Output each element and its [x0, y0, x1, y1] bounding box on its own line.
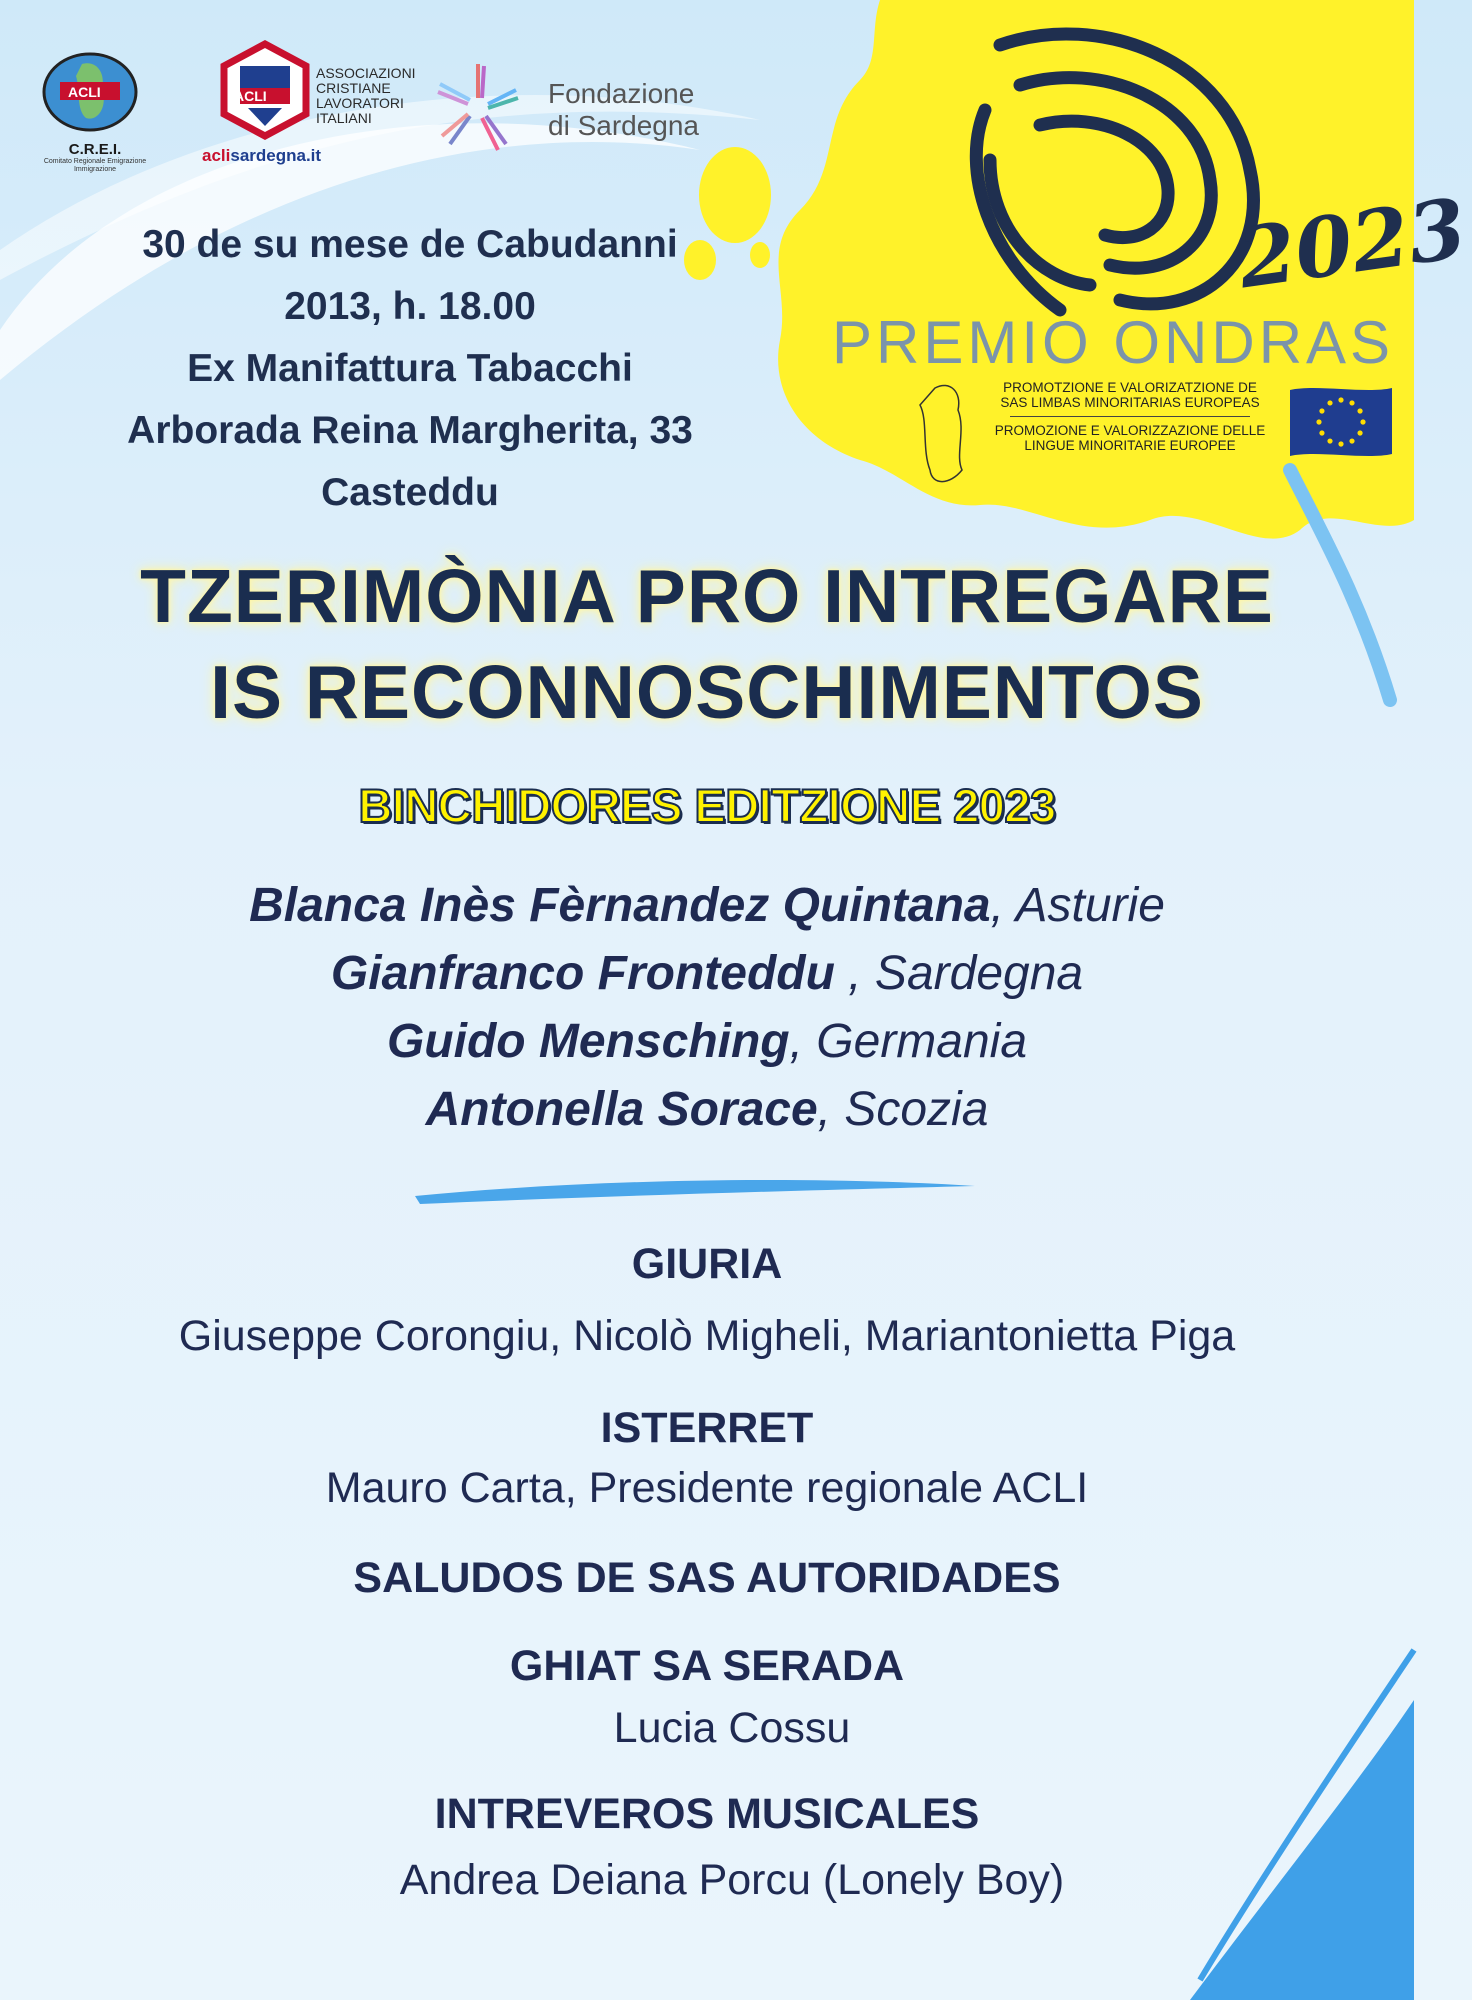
winner-country: Scozia	[844, 1083, 989, 1136]
premio-year: 2023	[1232, 180, 1472, 308]
giuria-title: GIURIA	[631, 1240, 783, 1288]
event-details	[40, 214, 780, 524]
acli-line: ASSOCIAZIONI	[316, 65, 416, 81]
eu-star-icon	[1327, 438, 1332, 443]
winner-name: Gianfranco Fronteddu	[330, 947, 835, 1000]
acli-line: CRISTIANE	[316, 80, 391, 96]
winner-separator: ,	[834, 947, 875, 1000]
fondazione-name	[548, 78, 699, 142]
eu-star-icon	[1338, 441, 1343, 446]
acli-association-name	[316, 66, 416, 126]
winner-name: Guido Mensching	[386, 1015, 790, 1068]
winner-item	[40, 872, 1374, 940]
acli-badge-text: ACLI	[234, 88, 267, 104]
saludos-title: SALUDOS DE SAS AUTORIDADES	[353, 1554, 1061, 1602]
fondazione-line: Fondazione	[548, 78, 695, 109]
eu-star-icon	[1319, 430, 1324, 435]
acli-line: ITALIANI	[316, 110, 372, 126]
eu-flag-icon	[1286, 384, 1396, 460]
isterret-title: ISTERRET	[600, 1404, 814, 1452]
fondazione-sardegna-logo	[428, 58, 738, 162]
event-venue: Ex Manifattura Tabacchi	[187, 347, 633, 390]
winner-item	[40, 1008, 1374, 1076]
winners-list	[40, 872, 1374, 1144]
ghiat-text: Lucia Cossu	[613, 1704, 851, 1752]
acli-logo	[196, 42, 436, 170]
acli-website-domain: sardegna.it	[230, 146, 322, 165]
eu-star-icon	[1357, 408, 1362, 413]
acli-line: LAVORATORI	[316, 95, 404, 111]
winner-separator: ,	[990, 879, 1016, 932]
eu-star-icon	[1338, 397, 1343, 402]
crei-logo	[40, 48, 150, 173]
event-time: 2013, h. 18.00	[284, 285, 536, 328]
premio-subtitles	[990, 380, 1270, 453]
eu-star-icon	[1327, 400, 1332, 405]
premio-subtitle-divider	[1010, 416, 1250, 417]
ceremony-title-line: IS RECONNOSCHIMENTOS	[210, 650, 1204, 734]
winner-separator: ,	[789, 1015, 817, 1068]
ceremony-title	[40, 548, 1374, 740]
ghiat-title: GHIAT SA SERADA	[509, 1642, 905, 1690]
eu-star-icon	[1316, 419, 1321, 424]
crei-name: C.R.E.I.	[68, 141, 122, 158]
winner-country: Germania	[816, 1015, 1028, 1068]
winner-name: Antonella Sorace	[425, 1083, 818, 1136]
intreveros-text: Andrea Deiana Porcu (Lonely Boy)	[399, 1856, 1065, 1904]
winners-heading: BINCHIDORES EDITZIONE 2023	[358, 779, 1056, 832]
winner-item	[40, 1076, 1374, 1144]
fondazione-line: di Sardegna	[548, 110, 700, 141]
crei-acronym: ACLI	[68, 84, 101, 100]
premio-subtitle-italian: PROMOZIONE E VALORIZZAZIONE DELLE LINGUE MINORITARIE EUROPEE	[994, 423, 1266, 453]
acli-website-part: acli	[202, 146, 231, 165]
winner-name: Blanca Inès Fèrnandez Quintana	[249, 879, 991, 932]
event-city: Casteddu	[321, 471, 499, 514]
winner-separator: ,	[817, 1083, 845, 1136]
event-date: 30 de su mese de Cabudanni	[142, 223, 678, 266]
acli-website	[202, 146, 321, 166]
premio-name: PREMIO ONDRAS	[832, 309, 1395, 376]
isterret-text: Mauro Carta, Presidente regionale ACLI	[325, 1464, 1089, 1512]
ceremony-title-line: TZERIMÒNIA PRO INTREGARE	[140, 554, 1274, 638]
winner-item	[40, 940, 1374, 1008]
eu-star-icon	[1349, 400, 1354, 405]
star-burst-icon	[428, 58, 528, 158]
eu-star-icon	[1357, 430, 1362, 435]
winner-country: Sardegna	[874, 947, 1084, 1000]
winner-country: Asturie	[1015, 879, 1165, 932]
crei-subtitle: Comitato Regionale Emigrazione Immigrazione	[43, 158, 147, 173]
premio-subtitle-sardinian: PROMOTZIONE E VALORIZATZIONE DE SAS LIMBAS MINORITARIAS EUROPEAS	[1000, 380, 1260, 410]
event-address: Arborada Reina Margherita, 33	[127, 409, 693, 452]
giuria-members: Giuseppe Corongiu, Nicolò Migheli, Mariantonietta Piga	[178, 1312, 1236, 1360]
eu-star-icon	[1360, 419, 1365, 424]
eu-star-icon	[1349, 438, 1354, 443]
eu-star-icon	[1319, 408, 1324, 413]
intreveros-title: INTREVEROS MUSICALES	[434, 1790, 980, 1838]
